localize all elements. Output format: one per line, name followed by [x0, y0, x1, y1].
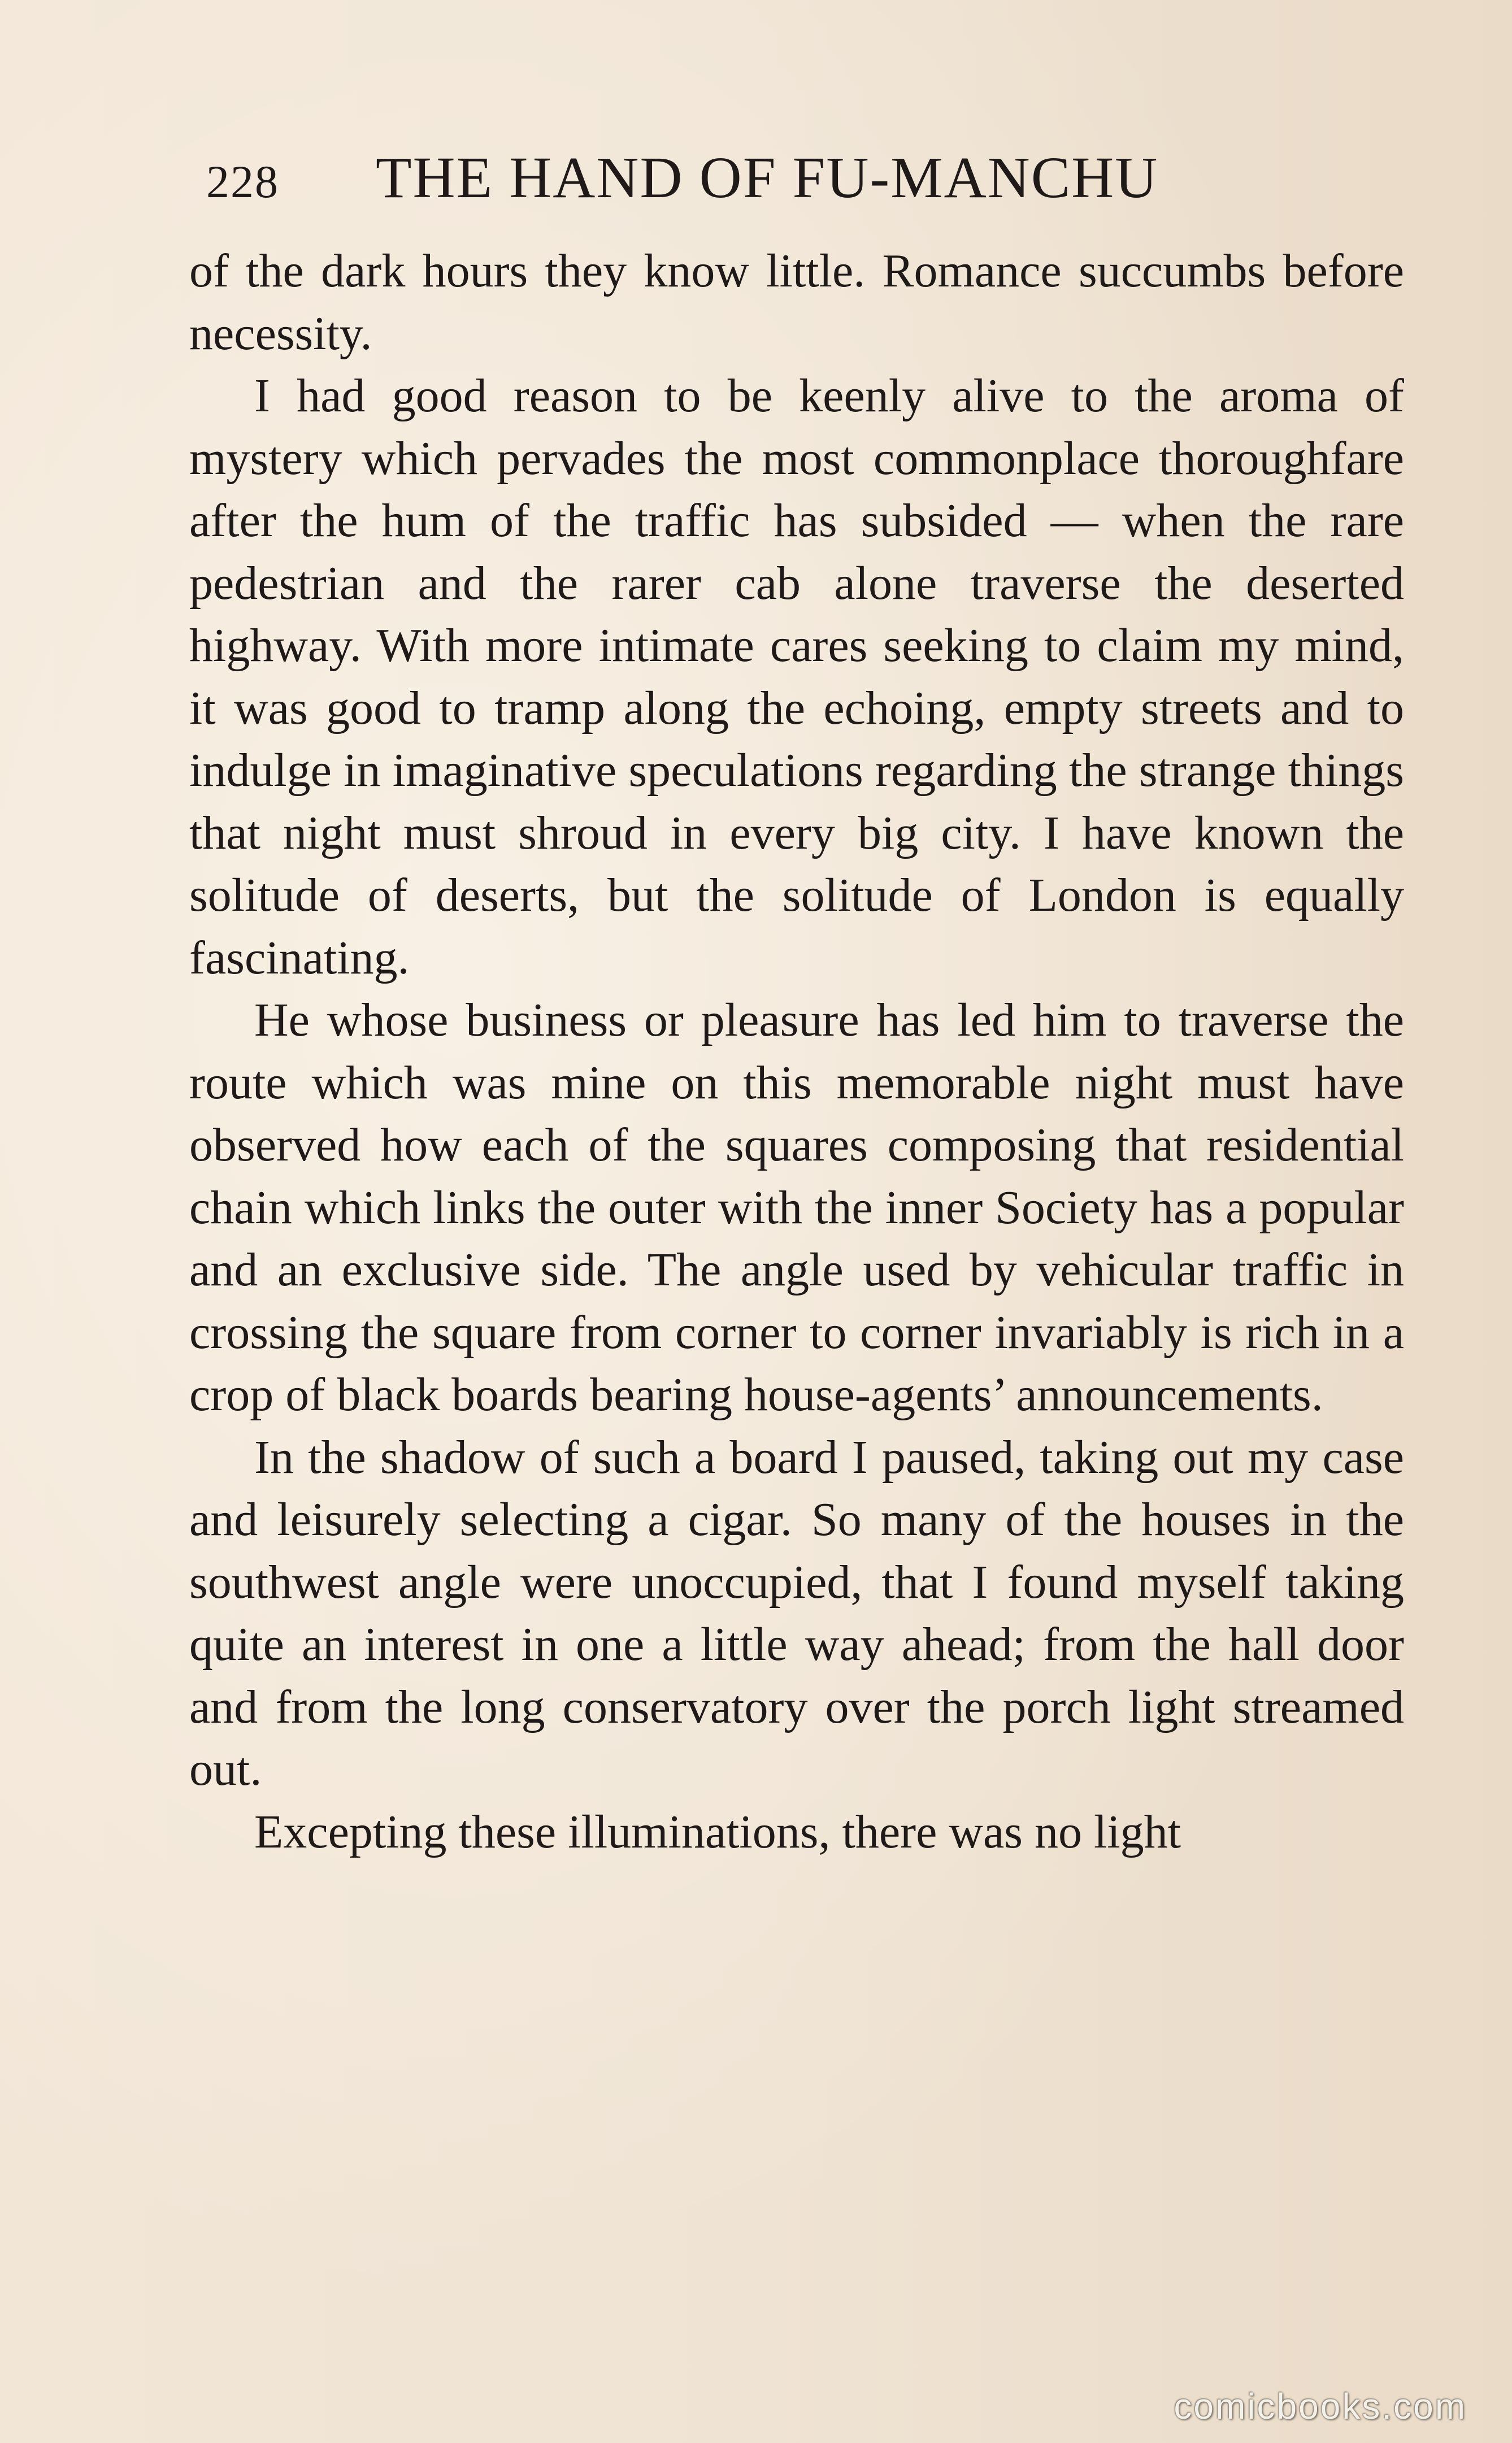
running-title: THE HAND OF FU-MANCHU — [376, 145, 1159, 210]
paragraph-continued: of the dark hours they know little. Romance succumbs before necessity. — [189, 245, 1404, 360]
paragraph: He whose business or pleasure has led him to traverse the route which was mine on this memorable night must have observed how each of the squares composing that residential chain which links the outer with the inner Society has a popular and an exclusive side. The angle used by vehicular traffic in crossing the square from corner to corner invariably is rich in a crop of black boards bearing house-agents’ announcements. — [189, 994, 1404, 1421]
paragraph: I had good reason to be keenly alive to the aroma of mystery which pervades the most commonplace thoroughfare after the hum of the traffic has subsided — when the rare pedestrian and the rarer cab alone traverse the deserted highway. With more intimate cares seeking to claim my mind, it was good to tramp along the echoing, empty streets and to indulge in imaginative speculations regarding the strange things that night must shroud in every big city. I have known the solitude of deserts, but the solitude of London is equally fascinating. — [189, 370, 1404, 984]
paragraph: In the shadow of such a board I paused, taking out my case and leisurely selecting a cigar. So many of the houses in the southwest angle were unoccupied, that I found myself taking quite an interest in one a little way ahead; from the hall door and from the long conservatory over the porch light streamed out. — [189, 1431, 1404, 1796]
page-number: 228 — [206, 156, 279, 207]
watermark: comicbooks.com — [1174, 2386, 1467, 2427]
page-header — [206, 144, 1280, 223]
paragraph: Excepting these illuminations, there was no light — [254, 1805, 1181, 1858]
body-text — [189, 240, 1404, 1863]
